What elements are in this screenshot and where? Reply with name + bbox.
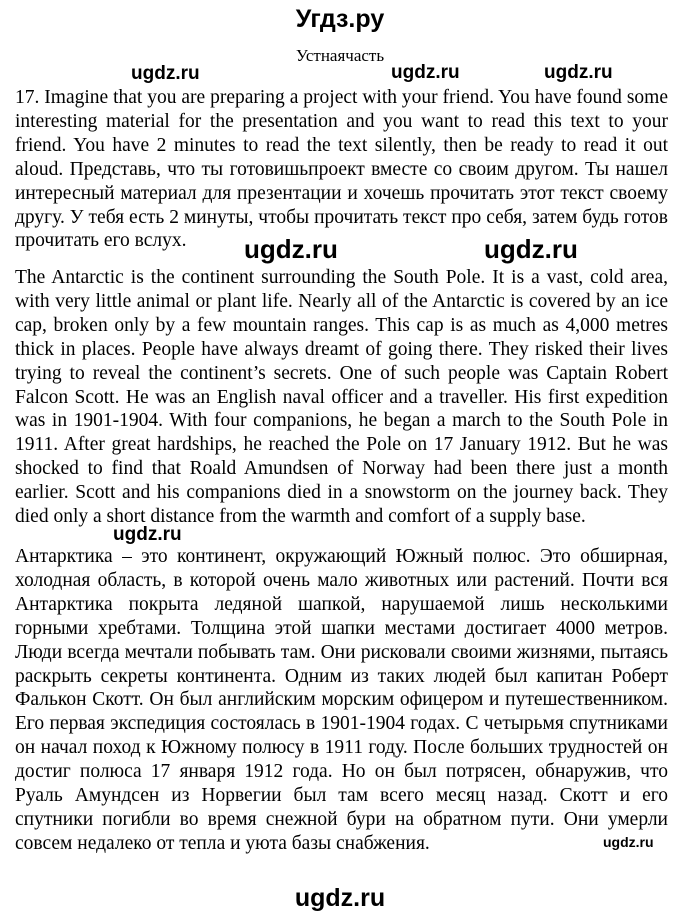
- watermark: ugdz.ru: [484, 234, 578, 264]
- russian-paragraph: Антарктика – это континент, окружающий Южный полюс. Это обширная, холодная область, в которой очень мало животных или растений. Почти вся Антарктика покрыта ледяной шапкой, нарушаемой лишь несколькими горными хребтами. Толщина этой шапки местами достигает 4000 метров. Люди всегда мечтали побывать там. Они рисковали своими жизнями, пытаясь раскрыть секреты континента. Одним из таких людей был капитан Роберт Фалькон Скотт. Он был английским морским офицером и путешественником. Его первая экспедиция состоялась в 1901-1904 годах. С четырьмя спутниками он начал поход к Южному полюсу в 1911 году. После больших трудностей он достиг полюса 17 января 1912 года. Но он был потрясен, обнаружив, что Руаль Амундсен из Норвегии был там всего месяц назад. Скотт и его спутники погибли во время снежной бури на обратном пути. Они умерли совсем недалеко от тепла и уюта базы снабжения.: [15, 546, 668, 854]
- task-paragraph: 17. Imagine that you are preparing a project with your friend. You have found some interesting material for the presentation and you want to read this text to your friend. You have 2 minutes to read the text silently, then be ready to read it out aloud. Представь, что ты готовишьпроект вместе со своим другом. Ты нашел интересный материал для презентации и хочешь прочитать этот текст своему другу. У тебя есть 2 минуты, чтобы прочитать текст про себя, затем будь готов прочитать его вслух.: [15, 87, 668, 252]
- watermark: ugdz.ru: [113, 524, 182, 545]
- section-title: Устнаячасть: [295, 46, 385, 65]
- watermark: ugdz.ru: [244, 234, 338, 264]
- watermark: ugdz.ru: [544, 62, 613, 83]
- watermark: ugdz.ru: [603, 834, 654, 850]
- footer-site: ugdz.ru: [294, 884, 386, 912]
- watermark: ugdz.ru: [391, 62, 460, 83]
- site-title: Угдз.ру: [295, 5, 385, 33]
- watermark: ugdz.ru: [131, 63, 200, 84]
- english-paragraph: The Antarctic is the continent surrounding the South Pole. It is a vast, cold area, with very little animal or plant life. Nearly all of the Antarctic is covered by an ice cap, broken only by a few mountain ranges. This cap is as much as 4,000 metres thick in places. People have always dreamt of going there. They risked their lives trying to reveal the continent’s secrets. One of such people was Captain Robert Falcon Scott. He was an English naval officer and a traveller. His first expedition was in 1901-1904. With four companions, he began a march to the South Pole in 1911. After great hardships, he reached the Pole on 17 January 1912. But he was shocked to find that Roald Amundsen of Norway had been there just a month earlier. Scott and his companions died in a snowstorm on the journey back. They died only a short distance from the warmth and comfort of a supply base.: [15, 267, 668, 528]
